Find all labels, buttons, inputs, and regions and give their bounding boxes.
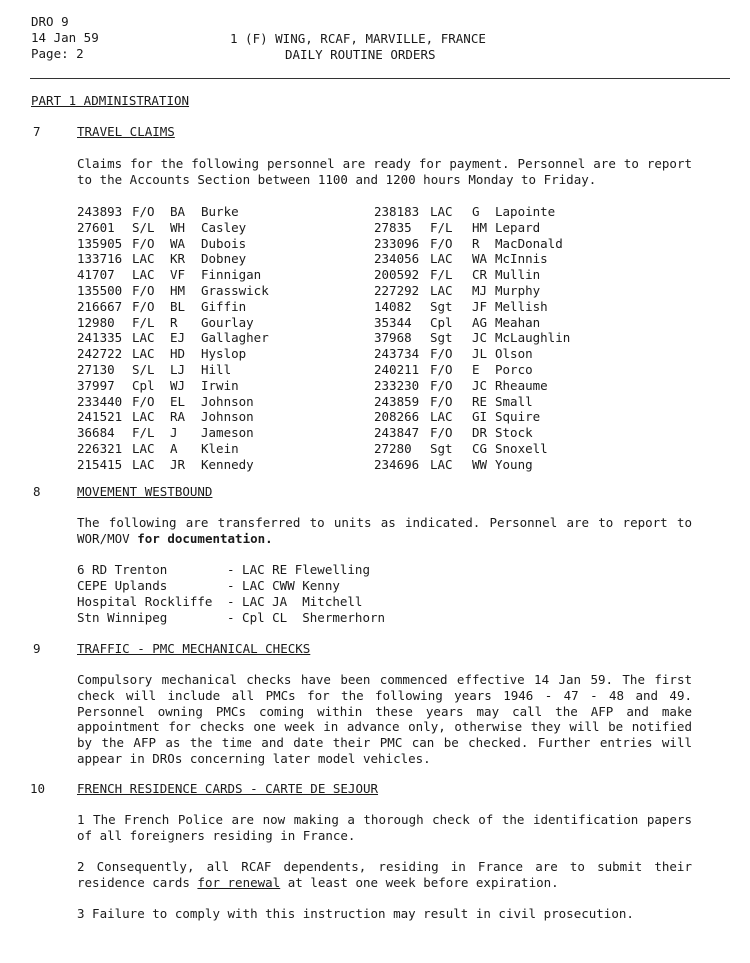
surname: Johnson: [201, 409, 254, 425]
rank: F/O: [430, 346, 453, 362]
surname: Rheaume: [495, 377, 548, 393]
initials: JC: [472, 377, 488, 393]
surname: Dobney: [201, 251, 247, 267]
service-number: 41707: [77, 267, 115, 283]
initials: A: [170, 440, 178, 456]
surname: Gallagher: [201, 330, 269, 346]
section-10-heading: FRENCH RESIDENCE CARDS - CARTE DE SEJOUR: [77, 781, 379, 796]
initials: WJ: [170, 377, 186, 393]
rank: F/O: [430, 361, 453, 377]
claims-list-left: [77, 204, 311, 473]
unit-name: 1 (F) WING, RCAF, MARVILLE, FRANCE: [230, 31, 486, 46]
surname: Lepard: [495, 219, 541, 235]
personnel-row: [77, 299, 311, 315]
section-8-intro-text: The following are transferred to units as indicated. Personnel are to report to WOR/MOV: [77, 515, 692, 546]
movement-row: [77, 610, 447, 626]
service-number: 241521: [77, 409, 123, 425]
transferred-member: - LAC RE Flewelling: [227, 562, 370, 577]
surname: Klein: [201, 440, 239, 456]
initials: JC: [472, 330, 488, 346]
rank: F/O: [430, 425, 453, 441]
service-number: 216667: [77, 298, 123, 314]
personnel-row: [374, 220, 615, 236]
rank: F/L: [132, 314, 155, 330]
personnel-row: [77, 267, 311, 283]
section-10-number: 10: [30, 781, 46, 796]
rank: F/O: [132, 298, 155, 314]
rank: F/O: [430, 393, 453, 409]
document-title: DAILY ROUTINE ORDERS: [285, 47, 436, 62]
surname: Mullin: [495, 267, 541, 283]
surname: Casley: [201, 219, 247, 235]
section-8-heading: MOVEMENT WESTBOUND: [77, 484, 213, 499]
section-9-text: Compulsory mechanical checks have been commenced effective 14 Jan 59. The first check will include all PMCs for the following years 1946 - 47 - 48 and 49. Personnel owning PMCs coming within these years may call the AFP and make appointment for checks one week in advance only, otherwise they will be notified by the AFP as the time and date their PMC can be checked. Further entries will appear in DROs concerning later model vehicles.: [77, 672, 692, 766]
personnel-row: [77, 362, 311, 378]
personnel-row: [77, 220, 311, 236]
service-number: 12980: [77, 314, 115, 330]
service-number: 27130: [77, 361, 115, 377]
rank: F/O: [132, 282, 155, 298]
movement-row: [77, 578, 447, 594]
rank: LAC: [132, 267, 155, 283]
initials: WW: [472, 456, 488, 472]
personnel-row: [77, 330, 311, 346]
service-number: 226321: [77, 440, 123, 456]
surname: Mellish: [495, 298, 548, 314]
rank: Sgt: [430, 298, 453, 314]
initials: VF: [170, 267, 186, 283]
surname: Lapointe: [495, 204, 556, 219]
section-8-intro: [77, 515, 692, 547]
personnel-row: [374, 441, 615, 457]
surname: Jameson: [201, 425, 254, 441]
rank: F/L: [430, 267, 453, 283]
personnel-row: [374, 378, 615, 394]
service-number: 36684: [77, 425, 115, 441]
initials: R: [170, 314, 178, 330]
initials: CG: [472, 440, 488, 456]
personnel-row: [77, 204, 311, 220]
personnel-row: [77, 441, 311, 457]
personnel-row: [374, 283, 615, 299]
personnel-row: [374, 315, 615, 331]
surname: Murphy: [495, 282, 541, 298]
surname: Squire: [495, 409, 541, 425]
service-number: 208266: [374, 409, 420, 425]
initials: WA: [472, 251, 488, 267]
personnel-row: [77, 346, 311, 362]
movement-row: [77, 562, 447, 578]
personnel-row: [374, 251, 615, 267]
rank: LAC: [430, 251, 453, 267]
initials: DR: [472, 425, 488, 441]
surname: Grasswick: [201, 282, 269, 298]
rank: LAC: [430, 409, 453, 425]
surname: Dubois: [201, 235, 247, 251]
personnel-row: [374, 267, 615, 283]
section-9-number: 9: [33, 641, 41, 656]
service-number: 243859: [374, 393, 420, 409]
personnel-row: [77, 394, 311, 410]
service-number: 27601: [77, 219, 115, 235]
surname: Johnson: [201, 393, 254, 409]
surname: Giffin: [201, 298, 247, 314]
personnel-row: [374, 204, 615, 220]
rank: F/O: [132, 393, 155, 409]
section-10-paragraph-2-end: at least one week before expiration.: [287, 874, 559, 890]
surname: Meahan: [495, 314, 541, 330]
personnel-row: [77, 378, 311, 394]
service-number: 241335: [77, 330, 123, 346]
rank: LAC: [132, 440, 155, 456]
service-number: 243847: [374, 425, 420, 441]
personnel-row: [374, 236, 615, 252]
section-7-number: 7: [33, 124, 41, 139]
service-number: 233096: [374, 235, 420, 251]
personnel-row: [374, 362, 615, 378]
initials: EL: [170, 393, 186, 409]
rank: Cpl: [132, 377, 155, 393]
service-number: 240211: [374, 361, 420, 377]
rank: LAC: [430, 282, 453, 298]
personnel-row: [77, 409, 311, 425]
service-number: 135905: [77, 235, 123, 251]
surname: Young: [495, 456, 533, 472]
personnel-row: [374, 457, 615, 473]
surname: Kennedy: [201, 456, 254, 472]
rank: Sgt: [430, 440, 453, 456]
section-7-intro: Claims for the following personnel are ready for payment. Personnel are to report to the Accounts Section between 1100 and 1200 hours Monday to Friday.: [77, 156, 692, 187]
surname: Hyslop: [201, 346, 247, 362]
personnel-row: [374, 409, 615, 425]
surname: Finnigan: [201, 267, 262, 283]
section-10-paragraph-2-text: 2 Consequently, all RCAF dependents, residing in France are to submit their residence cards: [77, 859, 692, 890]
surname: MacDonald: [495, 235, 563, 251]
rank: LAC: [132, 346, 155, 362]
surname: Porco: [495, 361, 533, 377]
dro-number: DRO 9: [31, 14, 69, 29]
initials: HD: [170, 346, 186, 362]
surname: Stock: [495, 425, 533, 441]
rank: LAC: [430, 204, 453, 219]
service-number: 234056: [374, 251, 420, 267]
personnel-row: [374, 425, 615, 441]
initials: HM: [472, 219, 488, 235]
rank: F/O: [132, 235, 155, 251]
service-number: 200592: [374, 267, 420, 283]
initials: JR: [170, 456, 186, 472]
initials: HM: [170, 282, 186, 298]
transferred-member: - LAC JA Mitchell: [227, 594, 363, 609]
service-number: 238183: [374, 204, 420, 219]
service-number: 37997: [77, 377, 115, 393]
transferred-member: - Cpl CL Shermerhorn: [227, 610, 386, 625]
surname: Irwin: [201, 377, 239, 393]
surname: McInnis: [495, 251, 548, 267]
initials: J: [170, 425, 178, 441]
part-heading: PART 1 ADMINISTRATION: [31, 93, 190, 108]
personnel-row: [374, 299, 615, 315]
personnel-row: [77, 283, 311, 299]
service-number: 14082: [374, 298, 412, 314]
initials: BL: [170, 298, 186, 314]
rank: S/L: [132, 219, 155, 235]
rank: S/L: [132, 361, 155, 377]
personnel-row: [77, 457, 311, 473]
personnel-row: [374, 346, 615, 362]
section-7-heading: TRAVEL CLAIMS: [77, 124, 175, 139]
service-number: 27835: [374, 219, 412, 235]
surname: Snoxell: [495, 440, 548, 456]
initials: G: [472, 204, 480, 219]
initials: JL: [472, 346, 488, 362]
section-10-paragraph-1: 1 The French Police are now making a thorough check of the identification papers of all foreigners residing in France.: [77, 812, 692, 843]
service-number: 133716: [77, 251, 123, 267]
header-divider: [30, 78, 730, 79]
initials: E: [472, 361, 480, 377]
order-date: 14 Jan 59: [31, 30, 99, 45]
service-number: 227292: [374, 282, 420, 298]
transferred-member: - LAC CWW Kenny: [227, 578, 340, 593]
service-number: 243734: [374, 346, 420, 362]
page-number: Page: 2: [31, 46, 84, 61]
destination-unit: Stn Winnipeg: [77, 610, 168, 625]
destination-unit: 6 RD Trenton: [77, 562, 168, 577]
initials: WH: [170, 219, 186, 235]
destination-unit: CEPE Uplands: [77, 578, 168, 593]
initials: R: [472, 235, 480, 251]
initials: WA: [170, 235, 186, 251]
section-8-intro-emphasis: for documentation.: [137, 530, 273, 546]
surname: Small: [495, 393, 533, 409]
section-10-paragraph-3: 3 Failure to comply with this instruction may result in civil prosecution.: [77, 906, 634, 921]
initials: LJ: [170, 361, 186, 377]
initials: RA: [170, 409, 186, 425]
service-number: 35344: [374, 314, 412, 330]
initials: EJ: [170, 330, 186, 346]
initials: JF: [472, 298, 488, 314]
service-number: 27280: [374, 440, 412, 456]
initials: GI: [472, 409, 488, 425]
service-number: 37968: [374, 330, 412, 346]
surname: Hill: [201, 361, 232, 377]
personnel-row: [374, 394, 615, 410]
rank: F/L: [132, 425, 155, 441]
service-number: 135500: [77, 282, 123, 298]
initials: BA: [170, 204, 186, 219]
rank: Sgt: [430, 330, 453, 346]
movement-list: [77, 562, 447, 626]
rank: LAC: [430, 456, 453, 472]
rank: F/O: [430, 377, 453, 393]
service-number: 233230: [374, 377, 420, 393]
personnel-row: [77, 315, 311, 331]
surname: Gourlay: [201, 314, 254, 330]
personnel-row: [77, 251, 311, 267]
rank: F/O: [430, 235, 453, 251]
surname: McLaughlin: [495, 330, 571, 346]
section-10-renewal-emphasis: for renewal: [197, 874, 281, 890]
rank: Cpl: [430, 314, 453, 330]
service-number: 242722: [77, 346, 123, 362]
rank: LAC: [132, 409, 155, 425]
surname: Olson: [495, 346, 533, 362]
personnel-row: [77, 425, 311, 441]
initials: AG: [472, 314, 488, 330]
claims-list-right: [374, 204, 615, 473]
initials: RE: [472, 393, 488, 409]
section-8-number: 8: [33, 484, 41, 499]
movement-row: [77, 594, 447, 610]
rank: LAC: [132, 251, 155, 267]
destination-unit: Hospital Rockliffe: [77, 594, 213, 609]
section-10-paragraph-2: [77, 859, 692, 891]
personnel-row: [77, 236, 311, 252]
personnel-row: [374, 330, 615, 346]
surname: Burke: [201, 204, 239, 219]
rank: LAC: [132, 456, 155, 472]
rank: LAC: [132, 330, 155, 346]
initials: KR: [170, 251, 186, 267]
initials: CR: [472, 267, 488, 283]
service-number: 215415: [77, 456, 123, 472]
rank: F/O: [132, 204, 155, 219]
rank: F/L: [430, 219, 453, 235]
initials: MJ: [472, 282, 488, 298]
service-number: 243893: [77, 204, 123, 219]
section-9-heading: TRAFFIC - PMC MECHANICAL CHECKS: [77, 641, 311, 656]
service-number: 233440: [77, 393, 123, 409]
service-number: 234696: [374, 456, 420, 472]
